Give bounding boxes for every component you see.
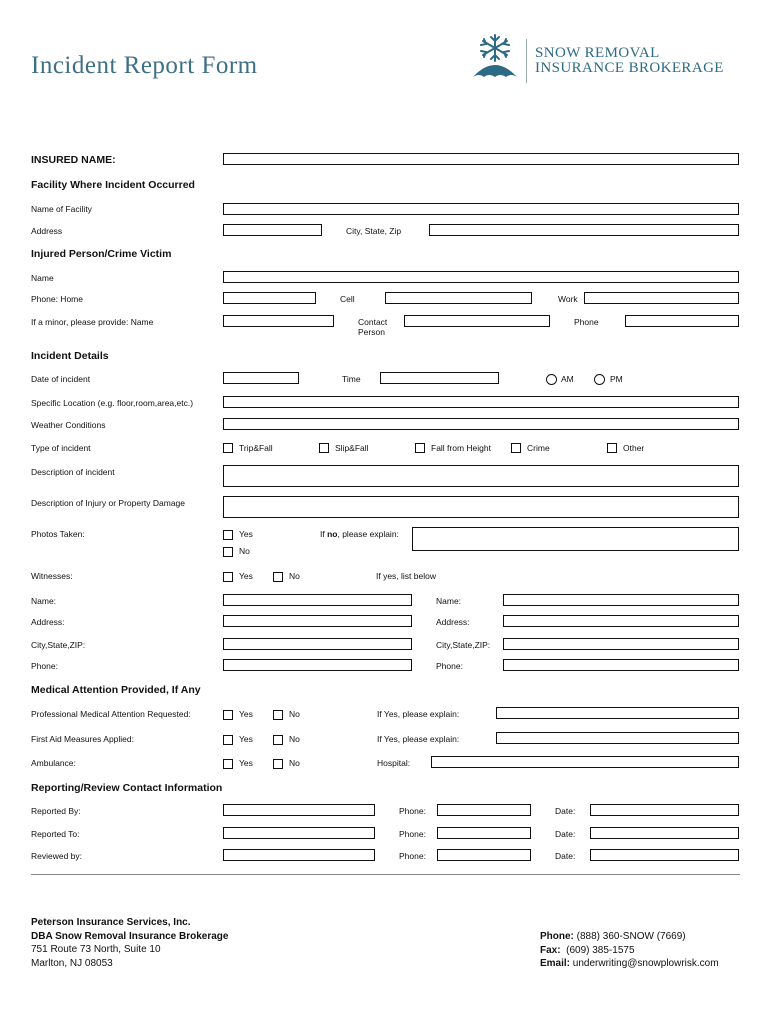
witness2-phone-field[interactable] (503, 659, 739, 671)
witness2-name-field[interactable] (503, 594, 739, 606)
page-title: Incident Report Form (31, 52, 258, 79)
reported-by-date-label: Date: (555, 806, 576, 816)
first-aid-yes-checkbox[interactable] (223, 735, 233, 745)
witness2-city-label: City,State,ZIP: (436, 640, 491, 650)
am-radio[interactable] (546, 374, 557, 385)
time-field[interactable] (380, 372, 499, 384)
witness1-address-label: Address: (31, 617, 65, 627)
facility-city-label: City, State, Zip (346, 226, 402, 236)
witness2-name-label: Name: (436, 596, 462, 606)
ambulance-no-label: No (289, 758, 300, 768)
footer-email-label: Email: (540, 958, 571, 969)
facility-city-field[interactable] (429, 224, 739, 236)
if-no-explain-label (320, 529, 399, 539)
date-of-incident-label: Date of incident (31, 374, 91, 384)
injured-section-heading: Injured Person/Crime Victim (31, 248, 172, 260)
footer-fax-label: Fax: (540, 944, 561, 956)
photos-no-label: No (239, 546, 250, 556)
crime-label: Crime (527, 443, 550, 453)
footer-divider (31, 874, 740, 875)
first-aid-no-checkbox[interactable] (273, 735, 283, 745)
contact-person-label (358, 317, 387, 337)
description-injury-label: Description of Injury or Property Damage (31, 498, 186, 508)
witness2-city-field[interactable] (503, 638, 739, 650)
insured-name-label: INSURED NAME: (31, 154, 116, 166)
footer-street: 751 Route 73 North, Suite 10 (31, 944, 161, 955)
weather-label: Weather Conditions (31, 420, 106, 430)
reported-to-date-label: Date: (555, 829, 576, 839)
contact-phone-label: Phone (574, 317, 599, 327)
specific-location-label: Specific Location (e.g. floor,room,area,etc.) (31, 398, 194, 408)
footer-company: Peterson Insurance Services, Inc. (31, 917, 191, 928)
snowflake-umbrella-icon (471, 33, 523, 85)
witness2-phone-label: Phone: (436, 661, 463, 671)
reported-to-phone-field[interactable] (437, 827, 531, 839)
witness2-address-label: Address: (436, 617, 470, 627)
phone-home-label: Phone: Home (31, 294, 83, 304)
description-injury-field[interactable] (223, 496, 739, 518)
reviewed-by-date-field[interactable] (590, 849, 739, 861)
work-label: Work (558, 294, 578, 304)
footer-phone-label: Phone: (540, 931, 574, 942)
company-logo (471, 33, 731, 89)
reported-by-phone-label: Phone: (399, 806, 426, 816)
ambulance-no-checkbox[interactable] (273, 759, 283, 769)
witness1-city-label: City,State,ZIP: (31, 640, 86, 650)
type-of-incident-label: Type of incident (31, 443, 91, 453)
specific-location-field[interactable] (223, 396, 739, 408)
reviewed-by-field[interactable] (223, 849, 375, 861)
insured-name-field[interactable] (223, 153, 739, 165)
logo-divider (526, 39, 527, 83)
pm-radio[interactable] (594, 374, 605, 385)
footer-city: Marlton, NJ 08053 (31, 957, 113, 969)
photos-yes-label: Yes (239, 529, 253, 539)
footer-email[interactable]: underwriting@snowplowrisk.com (570, 958, 719, 969)
work-field[interactable] (584, 292, 739, 304)
contact-phone-field[interactable] (625, 315, 739, 327)
first-aid-explain-field[interactable] (496, 732, 739, 744)
photos-explain-field[interactable] (412, 527, 739, 551)
witness1-address-field[interactable] (223, 615, 412, 627)
cell-label: Cell (340, 294, 355, 304)
logo-line-2: INSURANCE BROKERAGE (535, 60, 724, 76)
reviewed-by-label: Reviewed by: (31, 851, 83, 861)
cell-field[interactable] (385, 292, 532, 304)
footer-phone: (888) 360-SNOW (7669) (573, 931, 686, 942)
weather-field[interactable] (223, 418, 739, 430)
if-no-bold: no (327, 529, 338, 539)
professional-explain-field[interactable] (496, 707, 739, 719)
photos-yes-checkbox[interactable] (223, 530, 233, 540)
professional-medical-label: Professional Medical Attention Requested: (31, 709, 191, 719)
crime-checkbox[interactable] (511, 443, 521, 453)
hospital-field[interactable] (431, 756, 739, 768)
first-aid-label: First Aid Measures Applied: (31, 734, 134, 744)
reviewed-by-phone-field[interactable] (437, 849, 531, 861)
reported-by-phone-field[interactable] (437, 804, 531, 816)
other-checkbox[interactable] (607, 443, 617, 453)
logo-wordmark (535, 46, 724, 76)
description-incident-field[interactable] (223, 465, 739, 487)
if-yes-list-label: If yes, list below (376, 571, 436, 581)
professional-yes-label: Yes (239, 709, 253, 719)
witnesses-no-checkbox[interactable] (273, 572, 283, 582)
minor-name-label: If a minor, please provide: Name (31, 317, 154, 327)
reviewed-by-phone-label: Phone: (399, 851, 426, 861)
description-incident-label: Description of incident (31, 467, 115, 477)
professional-no-checkbox[interactable] (273, 710, 283, 720)
other-label: Other (623, 443, 645, 453)
witness1-name-label: Name: (31, 596, 57, 606)
first-aid-no-label: No (289, 734, 300, 744)
pm-label: PM (610, 374, 623, 384)
contact-person-field[interactable] (404, 315, 550, 327)
slip-fall-checkbox[interactable] (319, 443, 329, 453)
logo-line-1: SNOW REMOVAL (535, 45, 660, 61)
facility-name-label: Name of Facility (31, 204, 92, 214)
contact-person-label-line-1: Contact (358, 317, 388, 327)
reported-to-phone-label: Phone: (399, 829, 426, 839)
medical-section-heading: Medical Attention Provided, If Any (31, 684, 201, 696)
photos-no-checkbox[interactable] (223, 547, 233, 557)
witnesses-yes-label: Yes (239, 571, 253, 581)
facility-address-label: Address (31, 226, 63, 236)
witnesses-yes-checkbox[interactable] (223, 572, 233, 582)
professional-yes-checkbox[interactable] (223, 710, 233, 720)
facility-section-heading: Facility Where Incident Occurred (31, 179, 195, 191)
injured-name-field[interactable] (223, 271, 739, 283)
first-aid-yes-label: Yes (239, 734, 253, 744)
witnesses-label: Witnesses: (31, 571, 73, 581)
fall-height-checkbox[interactable] (415, 443, 425, 453)
first-aid-explain-label: If Yes, please explain: (377, 734, 460, 744)
minor-name-field[interactable] (223, 315, 334, 327)
fall-height-label: Fall from Height (431, 443, 491, 453)
facility-address-field[interactable] (223, 224, 322, 236)
witness2-address-field[interactable] (503, 615, 739, 627)
reported-by-date-field[interactable] (590, 804, 739, 816)
witness1-phone-field[interactable] (223, 659, 412, 671)
reported-to-date-field[interactable] (590, 827, 739, 839)
if-no-prefix: If (320, 529, 328, 539)
date-of-incident-field[interactable] (223, 372, 299, 384)
am-label: AM (561, 374, 574, 384)
reported-to-label: Reported To: (31, 829, 80, 839)
time-label: Time (342, 374, 361, 384)
footer-fax: (609) 385-1575 (560, 944, 635, 956)
witnesses-no-label: No (289, 571, 300, 581)
witness1-name-field[interactable] (223, 594, 412, 606)
footer-contact-block (540, 930, 719, 971)
trip-fall-checkbox[interactable] (223, 443, 233, 453)
hospital-label: Hospital: (377, 758, 411, 768)
photos-taken-label: Photos Taken: (31, 529, 85, 539)
facility-name-field[interactable] (223, 203, 739, 215)
injured-name-label: Name (31, 273, 54, 283)
ambulance-yes-label: Yes (239, 758, 253, 768)
slip-fall-label: Slip&Fall (335, 443, 369, 453)
witness1-city-field[interactable] (223, 638, 412, 650)
reported-by-field[interactable] (223, 804, 375, 816)
contact-person-label-line-2: Person (358, 327, 385, 337)
ambulance-yes-checkbox[interactable] (223, 759, 233, 769)
witness1-phone-label: Phone: (31, 661, 58, 671)
footer-dba: DBA Snow Removal Insurance Brokerage (31, 930, 229, 942)
reported-to-field[interactable] (223, 827, 375, 839)
if-no-suffix: , please explain: (337, 529, 399, 539)
phone-home-field[interactable] (223, 292, 316, 304)
reporting-section-heading: Reporting/Review Contact Information (31, 782, 223, 794)
trip-fall-label: Trip&Fall (239, 443, 273, 453)
ambulance-label: Ambulance: (31, 758, 76, 768)
reported-by-label: Reported By: (31, 806, 81, 816)
professional-no-label: No (289, 709, 300, 719)
details-section-heading: Incident Details (31, 350, 109, 362)
footer-address-block (31, 916, 228, 970)
professional-explain-label: If Yes, please explain: (377, 709, 460, 719)
reviewed-by-date-label: Date: (555, 851, 576, 861)
